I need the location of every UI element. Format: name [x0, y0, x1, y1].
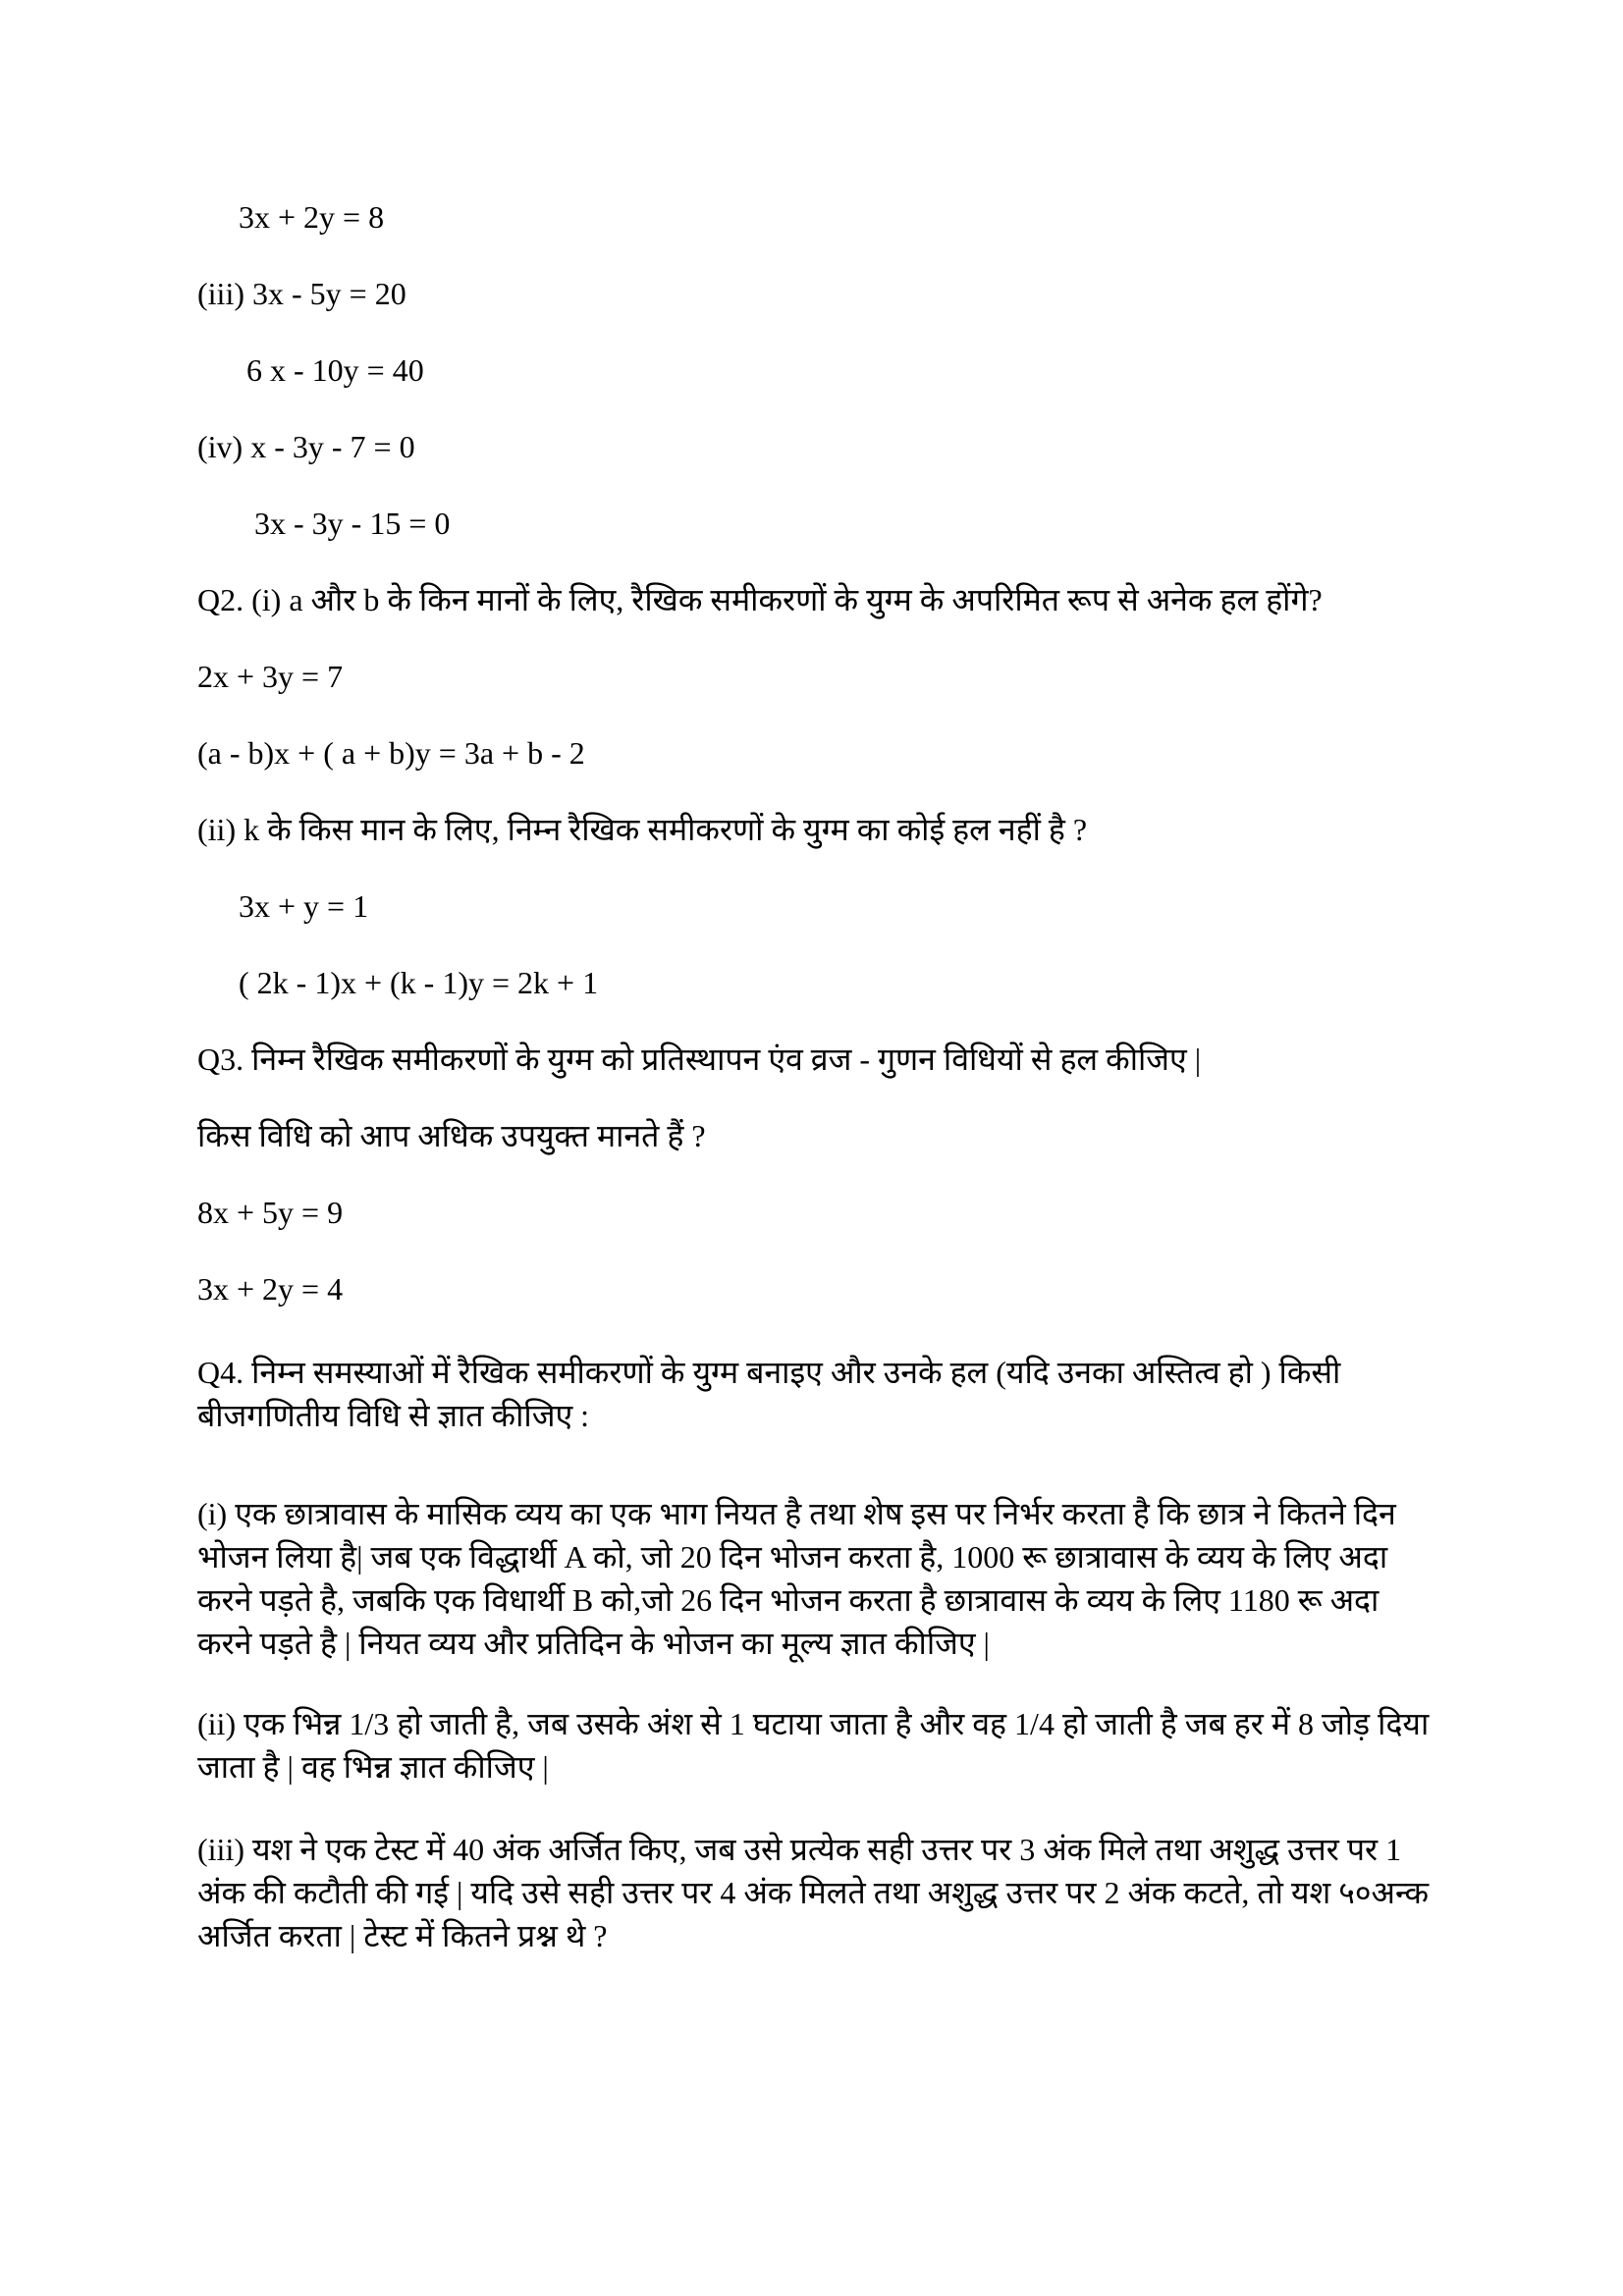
equation-line: (a - b)x + ( a + b)y = 3a + b - 2	[197, 735, 585, 771]
question-3: Q3. निम्न रैखिक समीकरणों के युग्म को प्रतिस्थापन एंव व्रज - गुणन विधियों से हल कीजिए |	[197, 1041, 1202, 1077]
question-2-part-ii: (ii) k के किस मान के लिए, निम्न रैखिक समीकरणों के युग्म का कोई हल नहीं है ?	[197, 812, 1088, 847]
question-2-part-i: Q2. (i) a और b के किन मानों के लिए, रैखिक समीकरणों के युग्म के अपरिमित रूप से अनेक हल होंगे?	[197, 582, 1323, 617]
question-4-part-ii: (ii) एक भिन्न 1/3 हो जाती है, जब उसके अंश से 1 घटाया जाता है और वह 1/4 हो जाती है जब हर में 8 जोड़ दिया जाता है | वह भिन्न ज्ञात कीजिए |	[197, 1706, 1430, 1785]
equation-line: 3x + 2y = 8	[239, 199, 385, 235]
equation-line: 3x + y = 1	[239, 888, 369, 924]
question-4-part-i: (i) एक छात्रावास के मासिक व्यय का एक भाग नियत है तथा शेष इस पर निर्भर करता है कि छात्र ने कितने दिन भोजन लिया है| जब एक विद्धार्थी A को, जो 20 दिन भोजन करता है, 1000 रू छात्रावास के व्यय के लिए अदा करने पड़ते है, जबकि एक विधार्थी B को,जो 26 दिन भोजन करता है छात्रावास के व्यय के लिए 1180 रू अदा करने पड़ते है | नियत व्यय और प्रतिदिन के भोजन का मूल्य ज्ञात कीजिए |	[197, 1496, 1396, 1661]
question-3-followup: किस विधि को आप अधिक उपयुक्त मानते हैं ?	[197, 1118, 706, 1153]
question-4-part-iii: (iii) यश ने एक टेस्ट में 40 अंक अर्जित किए, जब उसे प्रत्येक सही उत्तर पर 3 अंक मिले तथा अशुद्ध उत्तर पर 1 अंक की कटौती की गई | यदि उसे सही उत्तर पर 4 अंक मिलते तथा अशुद्ध उत्तर पर 2 अंक कटते, तो यश ५०अन्क अर्जित करता | टेस्ट में कितने प्रश्न थे ?	[197, 1832, 1430, 1953]
equation-line: 3x + 2y = 4	[197, 1271, 344, 1307]
equation-line: 3x - 3y - 15 = 0	[254, 506, 451, 541]
equation-line: (iii) 3x - 5y = 20	[197, 276, 406, 311]
equation-line: ( 2k - 1)x + (k - 1)y = 2k + 1	[239, 965, 599, 1000]
question-4: Q4. निम्न समस्याओं में रैखिक समीकरणों के युग्म बनाइए और उनके हल (यदि उनका अस्तित्व हो ) किसी बीजगणितीय विधि से ज्ञात कीजिए :	[197, 1355, 1341, 1433]
equation-line: 8x + 5y = 9	[197, 1195, 344, 1230]
equation-line: 2x + 3y = 7	[197, 659, 344, 694]
equation-line: (iv) x - 3y - 7 = 0	[197, 429, 415, 464]
equation-line: 6 x - 10y = 40	[246, 352, 424, 388]
